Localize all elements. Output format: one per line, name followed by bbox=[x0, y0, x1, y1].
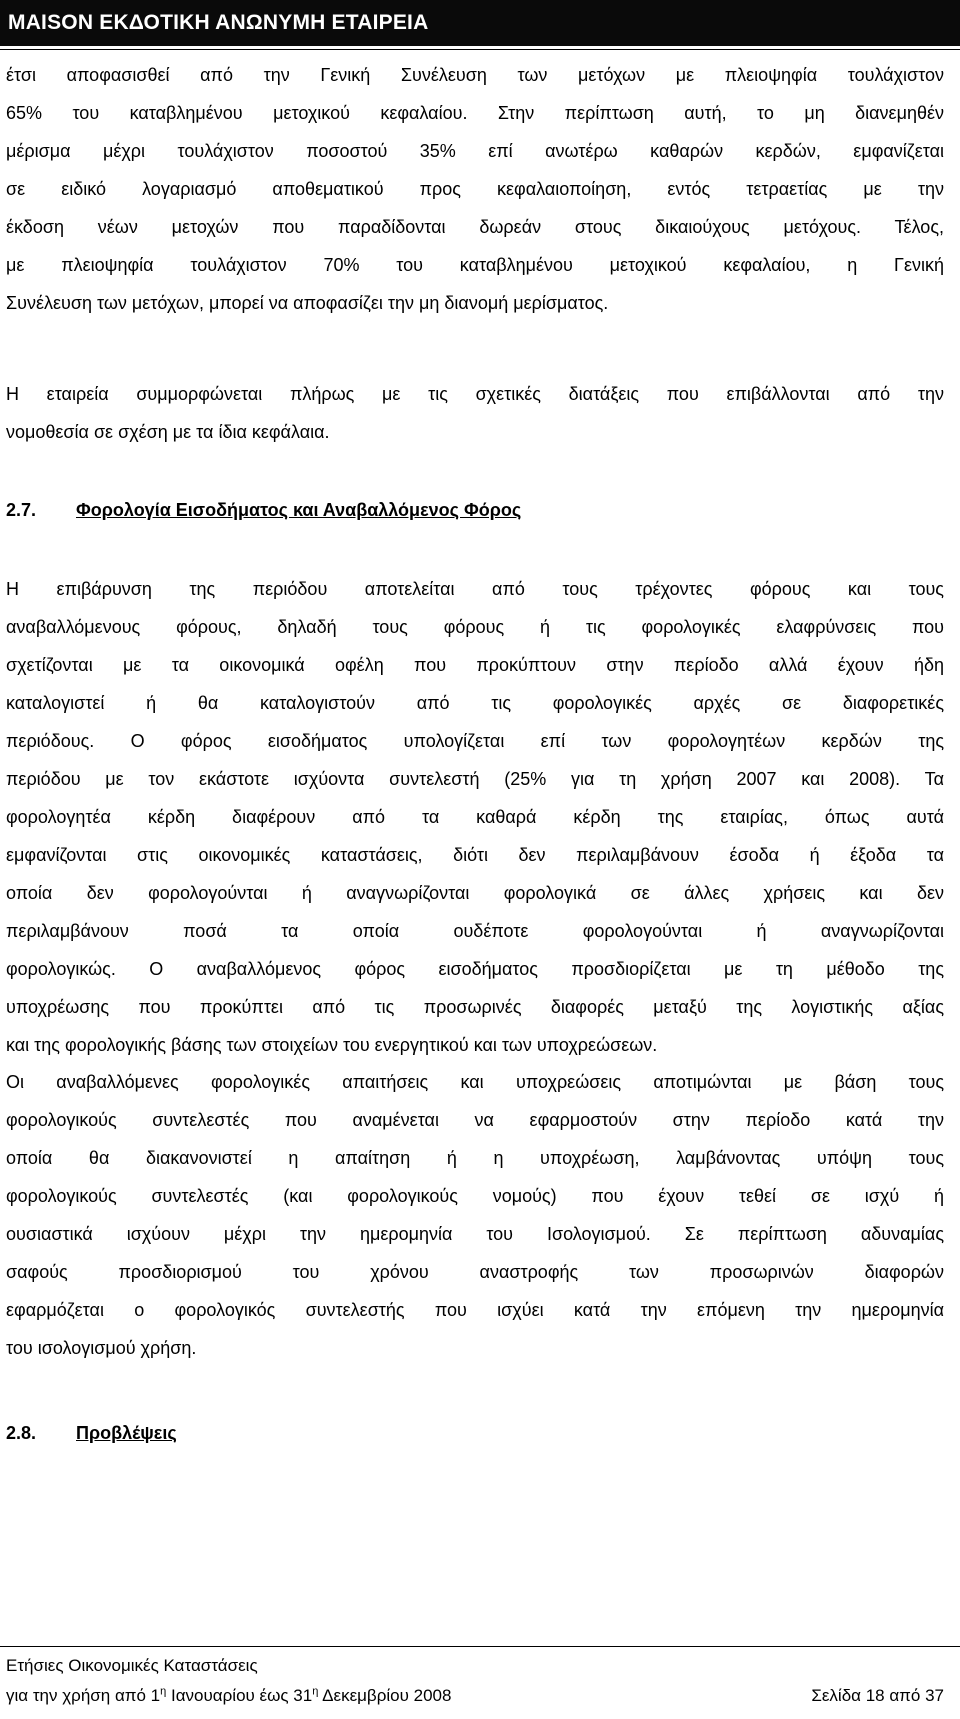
footer-period bbox=[6, 1682, 451, 1710]
section-number: 2.7. bbox=[6, 500, 37, 520]
text-line: με πλειοψηφία τουλάχιστον 70% του καταβλημένου μετοχικού κεφαλαίου, η Γενική bbox=[6, 255, 944, 275]
page-number: Σελίδα 18 από 37 bbox=[811, 1686, 944, 1705]
period-superscript: η bbox=[312, 1685, 319, 1698]
period-prefix: για την χρήση από 1 bbox=[6, 1686, 161, 1705]
text-line: περιόδου με τον εκάστοτε ισχύοντα συντελεστή (25% για τη χρήση 2007 και 2008). Τα bbox=[6, 769, 944, 789]
footer-report-title: Ετήσιες Οικονομικές Καταστάσεις bbox=[6, 1656, 258, 1675]
text-line: 65% του καταβλημένου μετοχικού κεφαλαίου. Στην περίπτωση αυτή, το μη διανεμηθέν bbox=[6, 103, 944, 123]
text-line: σαφούς προσδιορισμού του χρόνου αναστροφής των προσωρινών διαφορών bbox=[6, 1262, 944, 1282]
header-divider bbox=[0, 49, 960, 50]
section-title: Προβλέψεις bbox=[76, 1423, 177, 1443]
text-line: περιλαμβάνουν ποσά τα οποία ουδέποτε φορολογούνται ή αναγνωρίζονται bbox=[6, 921, 944, 941]
income-tax-paragraph bbox=[6, 570, 944, 1064]
text-line: ουσιαστικά ισχύουν μέχρι την ημερομηνία του Ισολογισμού. Σε περίπτωση αδυναμίας bbox=[6, 1224, 944, 1244]
text-line: φορολογικώς. Ο αναβαλλόμενος φόρος εισοδήματος προσδιορίζεται με τη μέθοδο της bbox=[6, 959, 944, 979]
section-title: Φορολογία Εισοδήματος και Αναβαλλόμενος Φόρος bbox=[76, 500, 522, 520]
dividend-paragraph bbox=[6, 56, 944, 322]
text-line: οποία δεν φορολογούνται ή αναγνωρίζονται φορολογικά σε άλλες χρήσεις και δεν bbox=[6, 883, 944, 903]
text-line: Οι αναβαλλόμενες φορολογικές απαιτήσεις και υποχρεώσεις αποτιμώνται με βάση τους bbox=[6, 1072, 944, 1092]
period-middle: Ιανουαρίου έως 31 bbox=[166, 1686, 313, 1705]
text-line: και της φορολογικής βάσης των στοιχείων του ενεργητικού και των υποχρεώσεων. bbox=[6, 1035, 658, 1055]
text-line: έκδοση νέων μετοχών που παραδίδονται δωρεάν στους δικαιούχους μετόχους. Τέλος, bbox=[6, 217, 944, 237]
text-line: αναβαλλόμενους φόρους, δηλαδή τους φόρους ή τις φορολογικές ελαφρύνσεις που bbox=[6, 617, 944, 637]
text-line: Η εταιρεία συμμορφώνεται πλήρως με τις σχετικές διατάξεις που επιβάλλονται από την bbox=[6, 384, 944, 404]
text-line: Συνέλευση των μετόχων, μπορεί να αποφασίζει την μη διανομή μερίσματος. bbox=[6, 293, 609, 313]
section-2-7-heading bbox=[6, 491, 944, 529]
text-line: σχετίζονται με τα οικονομικά οφέλη που προκύπτουν στην περίοδο αλλά έχουν ήδη bbox=[6, 655, 944, 675]
text-line: οποία θα διακανονιστεί η απαίτηση ή η υποχρέωση, λαμβάνοντας υπόψη τους bbox=[6, 1148, 944, 1168]
text-line: φορολογητέα κέρδη διαφέρουν από τα καθαρά κέρδη της εταιρίας, όπως αυτά bbox=[6, 807, 944, 827]
section-2-8-heading bbox=[6, 1414, 944, 1452]
text-line: έτσι αποφασισθεί από την Γενική Συνέλευση των μετόχων με πλειοψηφία τουλάχιστον bbox=[6, 65, 944, 85]
document-header bbox=[0, 0, 960, 46]
text-line: νομοθεσία σε σχέση με τα ίδια κεφάλαια. bbox=[6, 422, 330, 442]
period-suffix: Δεκεμβρίου 2008 bbox=[318, 1686, 452, 1705]
footer-divider bbox=[0, 1646, 960, 1647]
text-line: φορολογικούς συντελεστές που αναμένεται να εφαρμοστούν στην περίοδο κατά την bbox=[6, 1110, 944, 1130]
text-line: υποχρέωσης που προκύπτει από τις προσωρινές διαφορές μεταξύ της λογιστικής αξίας bbox=[6, 997, 944, 1017]
text-line: φορολογικούς συντελεστές (και φορολογικούς νομούς) που έχουν τεθεί σε ισχύ ή bbox=[6, 1186, 944, 1206]
deferred-tax-paragraph bbox=[6, 1063, 944, 1367]
text-line: περιόδους. Ο φόρος εισοδήματος υπολογίζεται επί των φορολογητέων κερδών της bbox=[6, 731, 944, 751]
text-line: μέρισμα μέχρι τουλάχιστον ποσοστού 35% επί ανωτέρω καθαρών κερδών, εμφανίζεται bbox=[6, 141, 944, 161]
compliance-paragraph bbox=[6, 375, 944, 451]
text-line: σε ειδικό λογαριασμό αποθεματικού προς κεφαλαιοποίηση, εντός τετραετίας με την bbox=[6, 179, 944, 199]
text-line: καταλογιστεί ή θα καταλογιστούν από τις φορολογικές αρχές σε διαφορετικές bbox=[6, 693, 944, 713]
company-name: MAISON ΕΚΔΟΤΙΚΗ ΑΝΩΝΥΜΗ ΕΤΑΙΡΕΙΑ bbox=[8, 11, 429, 34]
text-line: εμφανίζονται στις οικονομικές καταστάσεις, διότι δεν περιλαμβάνουν έσοδα ή έξοδα τα bbox=[6, 845, 944, 865]
section-number: 2.8. bbox=[6, 1423, 37, 1443]
text-line: Η επιβάρυνση της περιόδου αποτελείται από τους τρέχοντες φόρους και τους bbox=[6, 579, 944, 599]
period-superscript: η bbox=[160, 1685, 167, 1698]
text-line: εφαρμόζεται ο φορολογικός συντελεστής που ισχύει κατά την επόμενη την ημερομηνία bbox=[6, 1300, 944, 1320]
text-line: του ισολογισμού χρήση. bbox=[6, 1338, 197, 1358]
